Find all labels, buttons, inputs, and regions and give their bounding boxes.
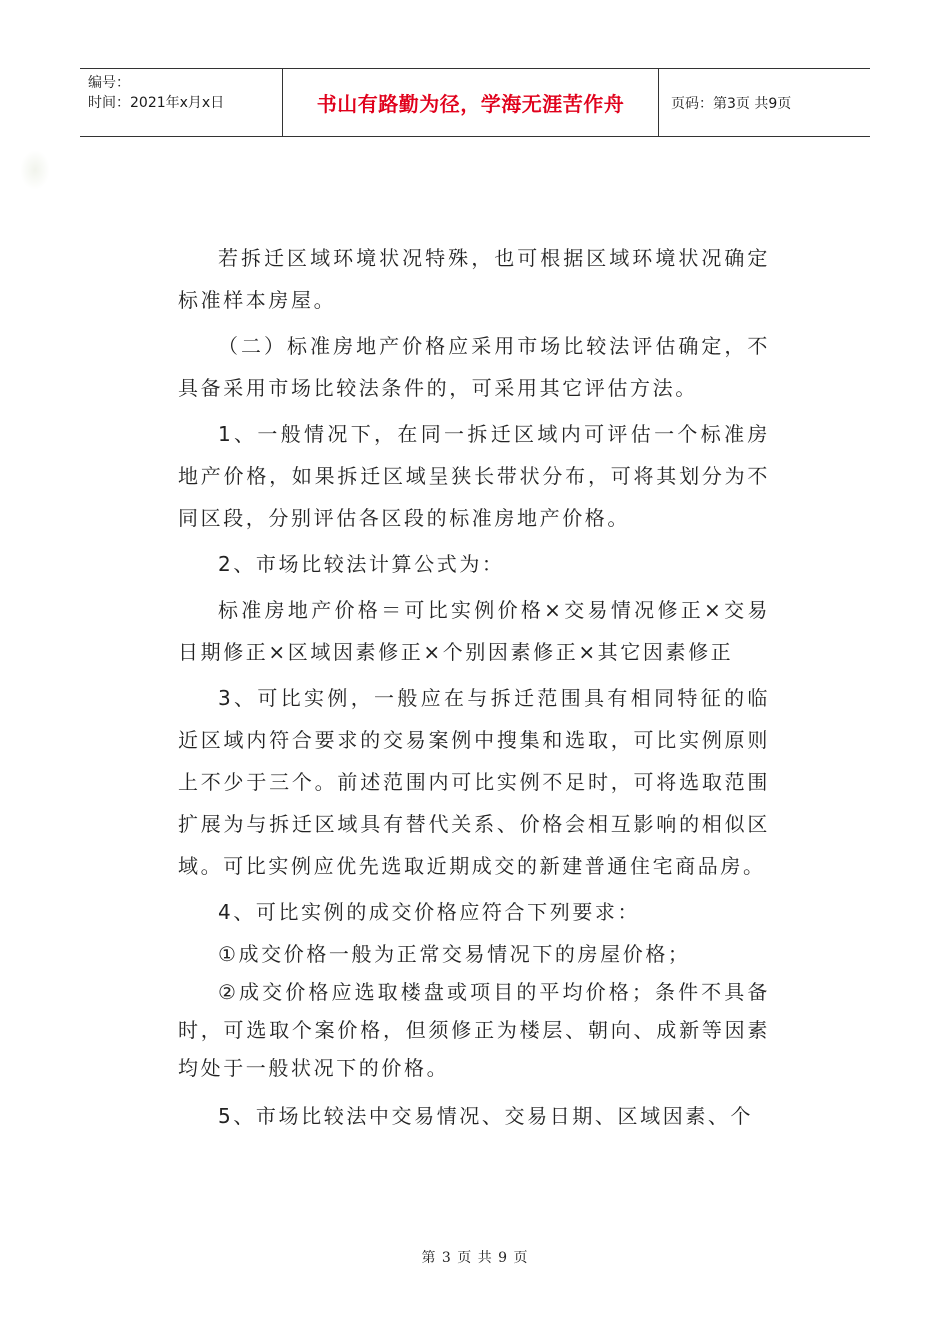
scan-smudge — [20, 150, 50, 190]
list-item: ②成交价格应选取楼盘或项目的平均价格；条件不具备时，可选取个案价格，但须修正为楼层、朝向、成新等因素均处于一般状况下的价格。 — [178, 980, 770, 1080]
formula-paragraph: 标准房地产价格＝可比实例价格×交易情况修正×交易日期修正×区域因素修正×个别因素修正×其它因素修正 — [178, 598, 770, 664]
body-paragraph: 4、可比实例的成交价格应符合下列要求： — [218, 900, 641, 924]
body-paragraph: 1、一般情况下，在同一拆迁区域内可评估一个标准房地产价格，如果拆迁区域呈狭长带状分布，可将其划分为不同区段，分别评估各区段的标准房地产价格。 — [178, 422, 770, 530]
header-page-number: 页码：第3页 共9页 — [671, 95, 792, 112]
page-footer: 第 3 页 共 9 页 — [421, 1250, 529, 1266]
body-paragraph: 3、可比实例，一般应在与拆迁范围具有相同特征的临近区域内符合要求的交易案例中搜集和选取，可比实例原则上不少于三个。前述范围内可比实例不足时，可将选取范围扩展为与拆迁区域具有替代关系、价格会相互影响的相似区域。可比实例应优先选取近期成交的新建普通住宅商品房。 — [178, 686, 770, 878]
body-paragraph: 2、市场比较法计算公式为： — [218, 552, 505, 576]
body-paragraph: 若拆迁区域环境状况特殊，也可根据区域环境状况确定标准样本房屋。 — [178, 246, 770, 312]
document-body — [178, 237, 770, 1137]
header-motto: 书山有路勤为径，学海无涯苦作舟 — [316, 92, 625, 116]
header-meta — [80, 69, 282, 136]
header-page-cell — [659, 69, 870, 136]
page-header — [80, 68, 870, 137]
list-item: ①成交价格一般为正常交易情况下的房屋价格； — [218, 942, 691, 966]
header-motto-cell — [282, 69, 659, 136]
document-number-label: 编号： — [88, 75, 130, 91]
document-date-label: 时间：2021年x月x日 — [88, 95, 225, 111]
body-paragraph: （二）标准房地产价格应采用市场比较法评估确定，不具备采用市场比较法条件的，可采用其它评估方法。 — [178, 334, 770, 400]
body-paragraph: 5、市场比较法中交易情况、交易日期、区域因素、个 — [218, 1104, 754, 1128]
